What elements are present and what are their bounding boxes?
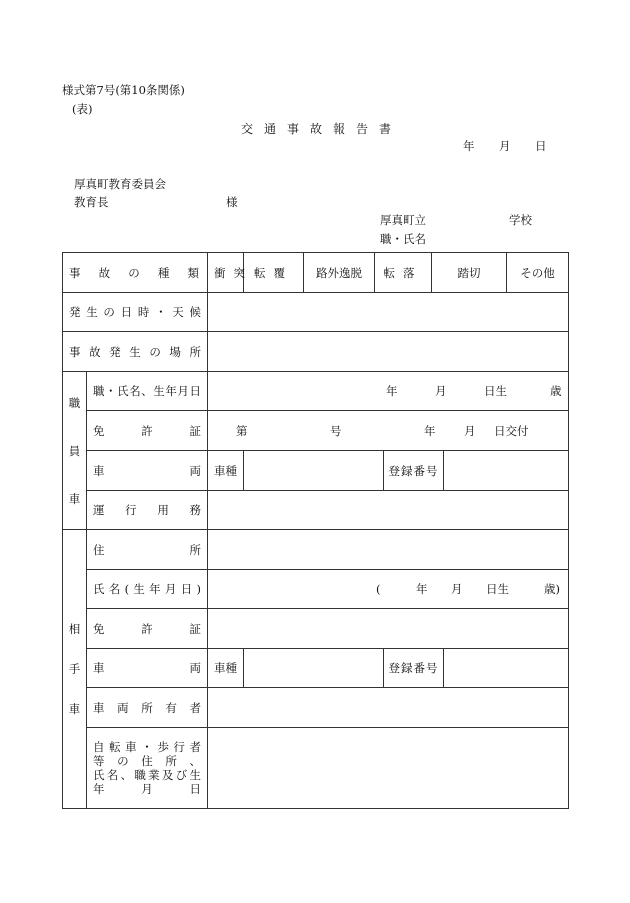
- other-pedestrian-label: 自転車・歩行者 等の住所、 氏名、職業及び生 年月日: [87, 728, 208, 809]
- accident-type-crossing[interactable]: 踏切: [432, 253, 507, 293]
- date-day: 日: [535, 139, 547, 153]
- accident-type-overturn[interactable]: 転覆: [244, 253, 304, 293]
- other-address-field[interactable]: [208, 530, 569, 570]
- other-pedestrian-field[interactable]: [208, 728, 569, 809]
- staff-license-label: 免許証: [87, 411, 208, 451]
- date-month: 月: [499, 139, 511, 153]
- staff-purpose-label: 運行用務: [87, 491, 208, 530]
- other-reg-number-field[interactable]: [444, 649, 569, 688]
- form-side-label: (表): [72, 102, 93, 116]
- other-vehicle-type-field[interactable]: [244, 649, 384, 688]
- accident-type-label: 事故の種類: [63, 253, 208, 293]
- other-vehicle-row: [63, 649, 569, 688]
- other-license-field[interactable]: [208, 609, 569, 649]
- other-address-label: 住所: [87, 530, 208, 570]
- other-owner-label: 車両所有者: [87, 688, 208, 728]
- staff-reg-number-field[interactable]: [444, 451, 569, 491]
- accident-type-fall[interactable]: 転落: [375, 253, 432, 293]
- other-license-label: 免許証: [87, 609, 208, 649]
- other-vehicle-side-label: 相 手 車: [63, 530, 87, 809]
- staff-vehicle-label: 車両: [87, 451, 208, 491]
- other-address-row: [63, 530, 569, 570]
- place-label: 事故発生の場所: [63, 332, 208, 372]
- datetime-field[interactable]: [208, 293, 569, 332]
- accident-type-off-road[interactable]: 路外逸脱: [304, 253, 375, 293]
- accident-type-other[interactable]: その他: [507, 253, 569, 293]
- staff-reg-number-label: 登録番号: [384, 451, 444, 491]
- school-suffix: 学校: [509, 213, 532, 227]
- date-year: 年: [463, 139, 475, 153]
- reporter-label: 職・氏名: [380, 232, 426, 246]
- datetime-label: 発生の日時・天候: [63, 293, 208, 332]
- staff-vehicle-row: [63, 451, 569, 491]
- staff-license-field[interactable]: 第 号 年 月 日交付: [208, 411, 569, 451]
- staff-vehicle-type-field[interactable]: [244, 451, 384, 491]
- accident-type-collision[interactable]: 衝突: [208, 253, 244, 293]
- form-number: 様式第7号(第10条関係): [62, 83, 185, 97]
- other-reg-number-label: 登録番号: [384, 649, 444, 688]
- datetime-row: [63, 293, 569, 332]
- staff-name-row: [63, 372, 569, 411]
- school-prefix: 厚真町立: [380, 213, 426, 227]
- other-pedestrian-row: [63, 728, 569, 809]
- staff-purpose-row: [63, 491, 569, 530]
- staff-name-dob-label: 職・氏名、生年月日: [87, 372, 208, 411]
- document-title: 交通事故報告書: [241, 122, 403, 136]
- recipient-title: 教育長: [74, 195, 109, 209]
- other-vehicle-label: 車両: [87, 649, 208, 688]
- other-license-row: [63, 609, 569, 649]
- accident-report-table: [62, 252, 569, 809]
- other-owner-field[interactable]: [208, 688, 569, 728]
- other-owner-row: [63, 688, 569, 728]
- staff-name-dob-field[interactable]: 年 月 日生 歳: [208, 372, 569, 411]
- staff-vehicle-side-label: 職 員 車: [63, 372, 87, 530]
- place-field[interactable]: [208, 332, 569, 372]
- other-vehicle-type-label: 車種: [208, 649, 244, 688]
- staff-license-row: [63, 411, 569, 451]
- recipient-org: 厚真町教育委員会: [74, 177, 166, 191]
- staff-vehicle-type-label: 車種: [208, 451, 244, 491]
- other-name-row: [63, 570, 569, 609]
- other-name-dob-label: 氏名(生年月日): [87, 570, 208, 609]
- recipient-honorific: 様: [226, 195, 238, 209]
- accident-type-row: [63, 253, 569, 293]
- other-name-dob-field[interactable]: ( 年 月 日生 歳): [208, 570, 569, 609]
- place-row: [63, 332, 569, 372]
- staff-purpose-field[interactable]: [208, 491, 569, 530]
